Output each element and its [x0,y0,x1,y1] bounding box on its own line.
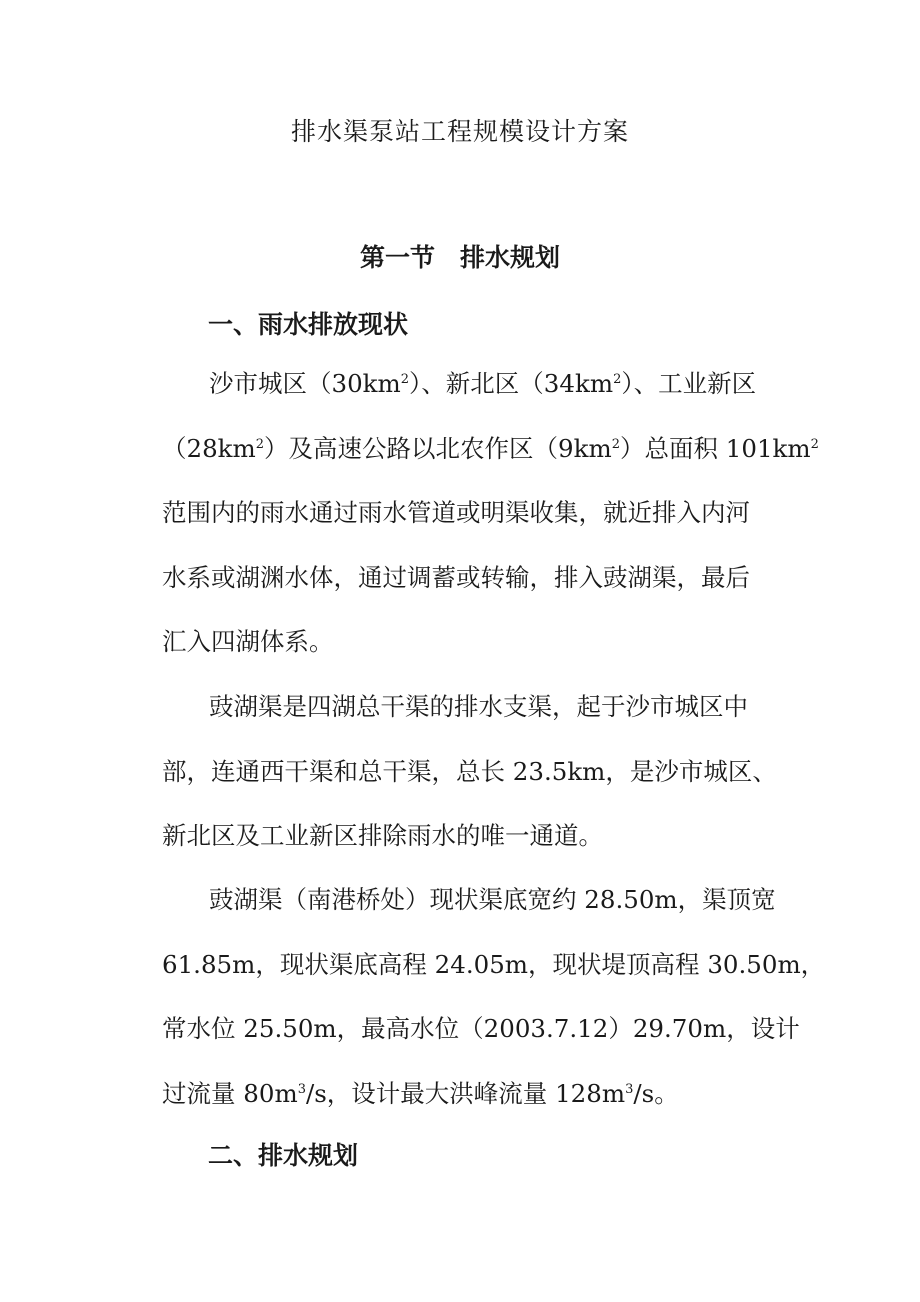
paragraph-line [162,997,800,1062]
superscript: 2 [255,436,265,452]
text-segment: ）总面积 101km [620,433,811,463]
section-title: 第一节 排水规划 [359,243,560,272]
text-segment: 过流量 80m [162,1078,298,1108]
subheading-rainwater-status: 一、雨水排放现状 [208,310,409,339]
paragraph-line [162,352,758,417]
text-segment: 水系或湖渊水体，通过调蓄或转输，排入豉湖渠，最后 [162,562,750,592]
text-segment: 汇入四湖体系。 [162,627,334,657]
paragraph-line [162,740,777,805]
text-segment: 常水位 25.50m，最高水位（2003.7.12）29.70m，设计 [162,1014,800,1044]
text-segment: 部，连通西干渠和总干渠，总长 23.5km，是沙市城区、 [162,756,777,786]
paragraph-rainwater-discharge [162,352,819,675]
paragraph-guhu-canal-intro [162,675,777,869]
text-segment: 豉湖渠是四湖总干渠的排水支渠，起于沙市城区中 [209,692,748,721]
document-title: 排水渠泵站工程规模设计方案 [290,117,629,146]
paragraph-line [162,868,776,933]
paragraph-line [162,1062,758,1127]
text-segment: ）及高速公路以北农作区（9km [264,433,612,463]
paragraph-line [162,481,758,546]
superscript: 2 [611,436,620,452]
text-segment: 新北区及工业新区排除雨水的唯一通道。 [162,821,603,851]
paragraph-line [162,546,758,611]
text-segment: 范围内的雨水通过雨水管道或明渠收集，就近排入内河 [162,498,750,528]
text-segment: 豉湖渠（南港桥处）现状渠底宽约 28.50m，渠顶宽 [209,885,776,914]
superscript: 3 [625,1081,634,1097]
superscript: 2 [400,371,410,387]
paragraph-guhu-canal-status [162,868,826,1126]
subheading-drainage-plan: 二、排水规划 [208,1141,359,1170]
paragraph-line [162,804,758,869]
paragraph-line [162,610,758,675]
text-segment: /s，设计最大洪峰流量 128m [305,1078,626,1108]
text-segment: 沙市城区（30km [209,369,401,398]
superscript: 2 [810,436,819,452]
text-segment: （28km [162,433,256,463]
text-segment: ）、新北区（34km [409,369,614,398]
superscript: 2 [613,371,622,387]
superscript: 3 [297,1081,306,1097]
paragraph-line [162,417,819,482]
paragraph-line [162,933,826,998]
text-segment: ）、工业新区 [621,369,757,398]
paragraph-line [162,675,758,740]
text-segment: 61.85m，现状渠底高程 24.05m，现状堤顶高程 30.50m， [162,949,826,979]
text-segment: /s。 [633,1078,679,1108]
